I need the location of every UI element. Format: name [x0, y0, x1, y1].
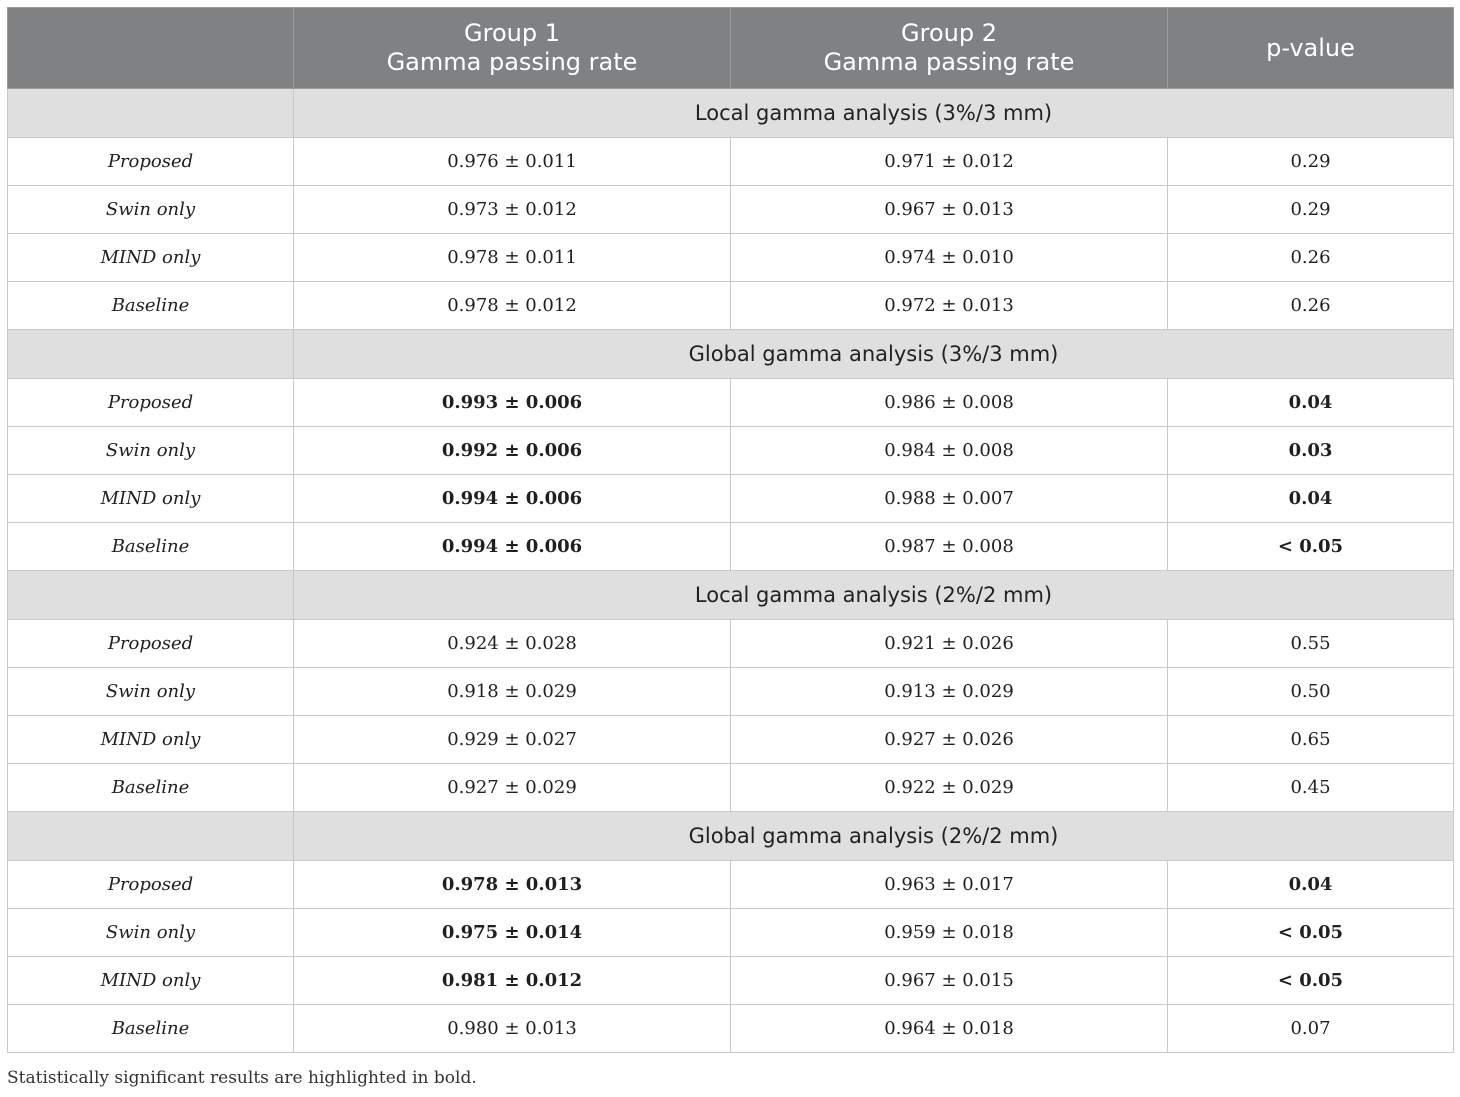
method-cell: Swin only: [8, 668, 294, 716]
group1-value-cell: 0.978 ± 0.013: [294, 861, 731, 909]
method-cell: Baseline: [8, 523, 294, 571]
table-row: [8, 138, 1454, 186]
method-cell: Proposed: [8, 861, 294, 909]
p-value-cell: 0.26: [1168, 282, 1454, 330]
group1-value-cell: 0.993 ± 0.006: [294, 379, 731, 427]
p-value-cell: 0.04: [1168, 379, 1454, 427]
section-header-blank-cell: [8, 812, 294, 861]
group2-value-cell: 0.974 ± 0.010: [731, 234, 1168, 282]
group1-value-cell: 0.927 ± 0.029: [294, 764, 731, 812]
group2-value-cell: 0.963 ± 0.017: [731, 861, 1168, 909]
p-value-cell: 0.55: [1168, 620, 1454, 668]
method-cell: Swin only: [8, 186, 294, 234]
header-group1-title: Group 1: [464, 19, 560, 47]
table-row: [8, 620, 1454, 668]
table-row: [8, 282, 1454, 330]
method-cell: MIND only: [8, 716, 294, 764]
table-row: [8, 379, 1454, 427]
table-row: [8, 716, 1454, 764]
table-row: [8, 764, 1454, 812]
group1-value-cell: 0.980 ± 0.013: [294, 1005, 731, 1053]
table-row: [8, 668, 1454, 716]
group2-value-cell: 0.987 ± 0.008: [731, 523, 1168, 571]
header-group2-title: Group 2: [901, 19, 997, 47]
group2-value-cell: 0.959 ± 0.018: [731, 909, 1168, 957]
table-row: [8, 186, 1454, 234]
group2-value-cell: 0.986 ± 0.008: [731, 379, 1168, 427]
section-title: Global gamma analysis (3%/3 mm): [294, 330, 1454, 379]
table-row: [8, 957, 1454, 1005]
method-cell: Proposed: [8, 620, 294, 668]
header-method: [8, 8, 294, 89]
group2-value-cell: 0.971 ± 0.012: [731, 138, 1168, 186]
p-value-cell: 0.29: [1168, 186, 1454, 234]
group1-value-cell: 0.918 ± 0.029: [294, 668, 731, 716]
gamma-passing-rate-table: [7, 7, 1454, 1053]
table-row: [8, 523, 1454, 571]
group2-value-cell: 0.967 ± 0.015: [731, 957, 1168, 1005]
method-cell: Baseline: [8, 282, 294, 330]
p-value-cell: < 0.05: [1168, 909, 1454, 957]
table-row: [8, 234, 1454, 282]
section-header-row: [8, 571, 1454, 620]
table-row: [8, 861, 1454, 909]
section-header-row: [8, 330, 1454, 379]
header-group2: [731, 8, 1168, 89]
table-body: [8, 89, 1454, 1053]
p-value-cell: 0.04: [1168, 861, 1454, 909]
table-footnote: Statistically significant results are highlighted in bold.: [7, 1068, 477, 1088]
group1-value-cell: 0.994 ± 0.006: [294, 475, 731, 523]
section-title: Global gamma analysis (2%/2 mm): [294, 812, 1454, 861]
p-value-cell: < 0.05: [1168, 957, 1454, 1005]
table-row: [8, 475, 1454, 523]
group1-value-cell: 0.929 ± 0.027: [294, 716, 731, 764]
p-value-cell: 0.29: [1168, 138, 1454, 186]
group1-value-cell: 0.973 ± 0.012: [294, 186, 731, 234]
group2-value-cell: 0.922 ± 0.029: [731, 764, 1168, 812]
method-cell: Swin only: [8, 427, 294, 475]
table-row: [8, 1005, 1454, 1053]
table-row: [8, 427, 1454, 475]
p-value-cell: 0.65: [1168, 716, 1454, 764]
group1-value-cell: 0.924 ± 0.028: [294, 620, 731, 668]
group1-value-cell: 0.992 ± 0.006: [294, 427, 731, 475]
p-value-cell: 0.04: [1168, 475, 1454, 523]
group1-value-cell: 0.994 ± 0.006: [294, 523, 731, 571]
group1-value-cell: 0.978 ± 0.012: [294, 282, 731, 330]
method-cell: Baseline: [8, 764, 294, 812]
group2-value-cell: 0.927 ± 0.026: [731, 716, 1168, 764]
group2-value-cell: 0.988 ± 0.007: [731, 475, 1168, 523]
section-header-row: [8, 89, 1454, 138]
method-cell: Swin only: [8, 909, 294, 957]
group1-value-cell: 0.975 ± 0.014: [294, 909, 731, 957]
header-group1-subtitle: Gamma passing rate: [386, 48, 638, 76]
method-cell: MIND only: [8, 957, 294, 1005]
group2-value-cell: 0.964 ± 0.018: [731, 1005, 1168, 1053]
group2-value-cell: 0.967 ± 0.013: [731, 186, 1168, 234]
group2-value-cell: 0.972 ± 0.013: [731, 282, 1168, 330]
group1-value-cell: 0.978 ± 0.011: [294, 234, 731, 282]
section-title: Local gamma analysis (3%/3 mm): [294, 89, 1454, 138]
method-cell: MIND only: [8, 475, 294, 523]
p-value-cell: 0.50: [1168, 668, 1454, 716]
section-header-blank-cell: [8, 330, 294, 379]
group1-value-cell: 0.976 ± 0.011: [294, 138, 731, 186]
results-table-container: [7, 7, 1453, 1053]
header-group2-subtitle: Gamma passing rate: [823, 48, 1075, 76]
group1-value-cell: 0.981 ± 0.012: [294, 957, 731, 1005]
p-value-cell: 0.26: [1168, 234, 1454, 282]
section-header-blank-cell: [8, 89, 294, 138]
method-cell: Proposed: [8, 379, 294, 427]
section-header-blank-cell: [8, 571, 294, 620]
group2-value-cell: 0.913 ± 0.029: [731, 668, 1168, 716]
section-title: Local gamma analysis (2%/2 mm): [294, 571, 1454, 620]
group2-value-cell: 0.984 ± 0.008: [731, 427, 1168, 475]
p-value-cell: 0.07: [1168, 1005, 1454, 1053]
header-p-value: p-value: [1168, 8, 1454, 89]
table-row: [8, 909, 1454, 957]
method-cell: MIND only: [8, 234, 294, 282]
group2-value-cell: 0.921 ± 0.026: [731, 620, 1168, 668]
table-header-row: [8, 8, 1454, 89]
header-group1: [294, 8, 731, 89]
p-value-cell: < 0.05: [1168, 523, 1454, 571]
section-header-row: [8, 812, 1454, 861]
p-value-cell: 0.03: [1168, 427, 1454, 475]
p-value-cell: 0.45: [1168, 764, 1454, 812]
method-cell: Baseline: [8, 1005, 294, 1053]
method-cell: Proposed: [8, 138, 294, 186]
